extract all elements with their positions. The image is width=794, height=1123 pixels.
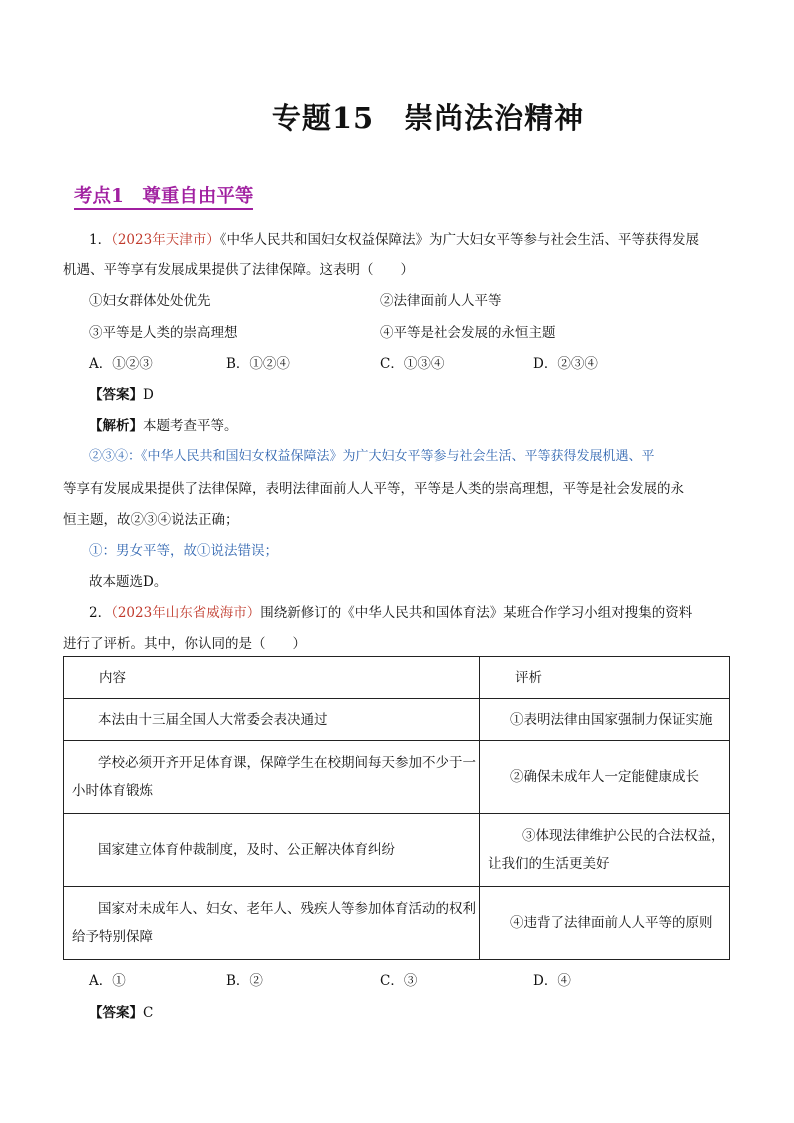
question-number: 2．	[89, 605, 112, 621]
choice-a: A．①	[89, 973, 126, 989]
explanation-line2: 等享有发展成果提供了法律保障，表明法律面前人人平等，平等是人类的崇高理想，平等是社会发展的永	[63, 481, 684, 497]
answer-label: 【答案】	[89, 1005, 143, 1021]
analysis-line	[89, 414, 238, 434]
answer-value: C	[143, 1005, 154, 1021]
table-row	[64, 741, 730, 814]
table-cell: ②确保未成年人一定能健康成长	[510, 769, 699, 785]
explanation-wrong: ①：男女平等，故①说法错误；	[89, 543, 278, 559]
review-table	[63, 656, 730, 960]
answer-line	[89, 383, 154, 403]
table-cell: ③体现法律维护公民的合法权益，让我们的生活更美好	[488, 828, 725, 872]
table-header-cell: 评析	[480, 657, 730, 699]
choice-b: B．①②④	[226, 356, 290, 372]
question-1-stem-line2: 机遇、平等享有发展成果提供了法律保障。这表明（ ）	[63, 262, 414, 278]
choice-d: D．②③④	[533, 356, 598, 372]
table-cell: 国家建立体育仲裁制度，及时、公正解决体育纠纷	[98, 842, 395, 858]
table-header-row	[64, 657, 730, 699]
answer-line	[89, 1001, 153, 1021]
choice-c: C．③	[380, 973, 418, 989]
table-cell: 国家对未成年人、妇女、老年人、残疾人等参加体育活动的权利给予特别保障	[72, 901, 476, 945]
statement-2: ②法律面前人人平等	[380, 293, 502, 309]
table-cell: ①表明法律由国家强制力保证实施	[510, 711, 713, 728]
section-heading: 考点1 尊重自由平等	[74, 186, 253, 210]
choice-c: C．①③④	[380, 356, 445, 372]
statement-3: ③平等是人类的崇高理想	[89, 325, 238, 341]
table-row	[64, 699, 730, 741]
question-1-stem-line1	[89, 228, 699, 248]
question-source: （2023年山东省威海市）	[111, 605, 261, 621]
question-source: （2023年天津市）	[111, 232, 220, 248]
explanation-line3: 恒主题，故②③④说法正确；	[63, 512, 239, 528]
choice-a: A．①②③	[89, 356, 153, 372]
analysis-label: 【解析】	[89, 418, 143, 434]
question-2-stem-line2: 进行了评析。其中，你认同的是（ ）	[63, 636, 306, 652]
question-number: 1．	[89, 232, 112, 248]
question-stem: 《中华人民共和国妇女权益保障法》为广大妇女平等参与社会生活、平等获得发展	[219, 232, 699, 248]
choice-d: D．④	[533, 973, 571, 989]
statement-4: ④平等是社会发展的永恒主题	[380, 325, 556, 341]
table-cell: ④违背了法律面前人人平等的原则	[510, 915, 713, 931]
table-row	[64, 887, 730, 960]
page-title: 专题15 崇尚法治精神	[271, 101, 585, 135]
conclusion: 故本题选D。	[89, 574, 168, 590]
analysis-text: 本题考查平等。	[143, 418, 238, 434]
table-header-cell: 内容	[64, 657, 480, 699]
table-cell: 本法由十三届全国人大常委会表决通过	[98, 711, 328, 728]
explanation-line1: ②③④：《中华人民共和国妇女权益保障法》为广大妇女平等参与社会生活、平等获得发展机遇、平	[89, 449, 655, 464]
question-2-stem-line1	[89, 601, 692, 621]
table-cell: 学校必须开齐开足体育课，保障学生在校期间每天参加不少于一小时体育锻炼	[72, 755, 476, 799]
answer-label: 【答案】	[89, 387, 143, 403]
choice-b: B．②	[226, 973, 263, 989]
table-row	[64, 814, 730, 887]
answer-value: D	[143, 387, 154, 403]
question-stem: 围绕新修订的《中华人民共和国体育法》某班合作学习小组对搜集的资料	[260, 605, 693, 621]
statement-1: ①妇女群体处处优先	[89, 293, 211, 309]
